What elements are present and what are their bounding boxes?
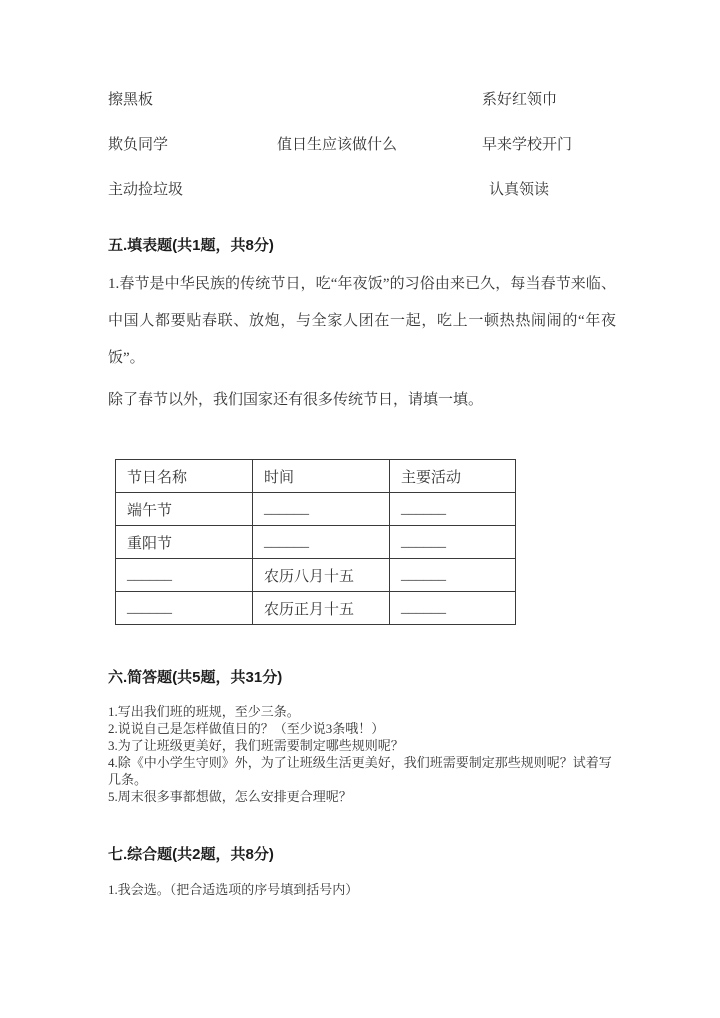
question-item-2: 2.说说自己是怎样做值日的？（至少说3条哦！） bbox=[108, 721, 385, 736]
table-cell: ______ bbox=[253, 493, 390, 526]
table-cell: 农历正月十五 bbox=[253, 592, 390, 625]
match-item-left-3: 主动捡垃圾 bbox=[108, 182, 184, 198]
question-item-5: 5.周末很多事都想做，怎么安排更合理呢？ bbox=[108, 789, 352, 804]
table-cell: 端午节 bbox=[116, 493, 253, 526]
table-row bbox=[116, 493, 516, 526]
table-cell: 重阳节 bbox=[116, 526, 253, 559]
section6-heading: 六.简答题(共5题，共31分) bbox=[108, 669, 283, 686]
table-header-row bbox=[116, 460, 516, 493]
match-item-middle: 值日生应该做什么 bbox=[277, 137, 398, 153]
question-item-4: 4.除《中小学生守则》外，为了让班级生活更美好，我们班需要制定那些规则呢？试着写几条。 bbox=[108, 755, 612, 787]
table-row bbox=[116, 559, 516, 592]
festival-table bbox=[115, 459, 516, 625]
table-row bbox=[116, 592, 516, 625]
table-header-cell: 主要活动 bbox=[390, 460, 516, 493]
match-item-left-1: 擦黑板 bbox=[108, 92, 154, 108]
table-cell: ______ bbox=[116, 592, 253, 625]
question-item-1: 1.写出我们班的班规，至少三条。 bbox=[108, 704, 300, 719]
section5-prompt: 除了春节以外，我们国家还有很多传统节日，请填一填。 bbox=[108, 392, 484, 408]
match-item-right-1: 系好红领巾 bbox=[482, 92, 558, 108]
table-cell: ______ bbox=[253, 526, 390, 559]
table-header-cell: 节日名称 bbox=[116, 460, 253, 493]
table-row bbox=[116, 526, 516, 559]
table-cell: ______ bbox=[390, 559, 516, 592]
section5-paragraph: 1.春节是中华民族的传统节日，吃“年夜饭”的习俗由来已久，每当春节来临、中国人都要贴春联、放炮，与全家人团在一起，吃上一顿热热闹闹的“年夜饭”。 bbox=[108, 276, 616, 366]
section5-heading: 五.填表题(共1题，共8分) bbox=[108, 237, 274, 254]
section7-question-1: 1.我会选。（把合适选项的序号填到括号内） bbox=[108, 882, 359, 897]
table-cell: ______ bbox=[116, 559, 253, 592]
match-item-left-2: 欺负同学 bbox=[108, 137, 169, 153]
table-cell: ______ bbox=[390, 493, 516, 526]
section7-heading: 七.综合题(共2题，共8分) bbox=[108, 846, 274, 863]
question-item-3: 3.为了让班级更美好，我们班需要制定哪些规则呢？ bbox=[108, 738, 404, 753]
table-cell: ______ bbox=[390, 592, 516, 625]
section6-questions bbox=[108, 703, 623, 805]
match-item-right-3: 认真领读 bbox=[489, 182, 550, 198]
match-item-right-2: 早来学校开门 bbox=[482, 137, 573, 153]
table-cell: 农历八月十五 bbox=[253, 559, 390, 592]
table-header-cell: 时间 bbox=[253, 460, 390, 493]
table-cell: ______ bbox=[390, 526, 516, 559]
